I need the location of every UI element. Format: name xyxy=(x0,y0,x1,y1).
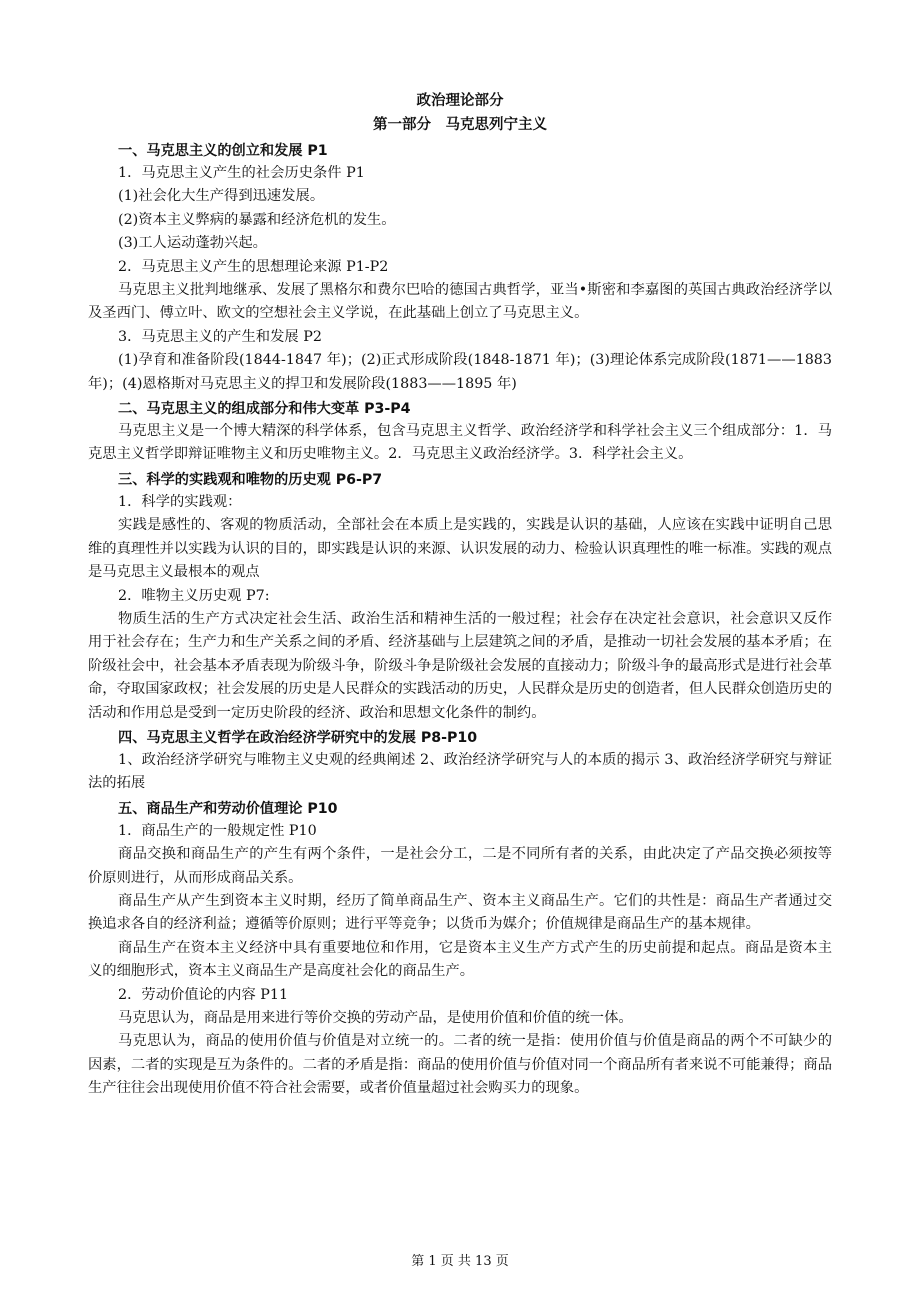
paragraph: 2．劳动价值论的内容 P11 xyxy=(118,986,289,1003)
paragraph: 马克思认为，商品的使用价值与价值是对立统一的。二者的统一是指：使用价值与价值是商品的两个不可缺少的因素，二者的实现是互为条件的。二者的矛盾是指：商品的使用价值与价值对同一个商品所有者来说不可能兼得；商品生产往往会出现使用价值不符合社会需要，或者价值量超过社会购买力的现象。 xyxy=(88,1033,832,1097)
paragraph: (2)资本主义弊病的暴露和经济危机的发生。 xyxy=(118,211,396,228)
paragraph: 商品生产从产生到资本主义时期，经历了简单商品生产、资本主义商品生产。它们的共性是：商品生产者通过交换追求各自的经济利益；遵循等价原则；进行平等竞争；以货币为媒介；价值规律是商品生产的基本规律。 xyxy=(88,892,832,933)
document-title: 政治理论部分 xyxy=(416,93,504,109)
paragraph: 2．马克思主义产生的思想理论来源 P1-P2 xyxy=(118,258,389,275)
paragraph: 物质生活的生产方式决定社会生活、政治生活和精神生活的一般过程；社会存在决定社会意识，社会意识又反作用于社会存在；生产力和生产关系之间的矛盾、经济基础与上层建筑之间的矛盾，是推动一切社会发展的基本矛盾；在阶级社会中，社会基本矛盾表现为阶级斗争，阶级斗争是阶级社会发展的直接动力；阶级斗争的最高形式是进行社会革命，夺取国家政权；社会发展的历史是人民群众的实践活动的历史，人民群众是历史的创造者，但人民群众创造历史的活动和作用总是受到一定历史阶段的经济、政治和思想文化条件的制约。 xyxy=(88,610,832,721)
paragraph: (3)工人运动蓬勃兴起。 xyxy=(118,235,267,252)
section-title: 第一部分 马克思列宁主义 xyxy=(373,117,547,133)
page-footer: 第 1 页 共 13 页 xyxy=(411,1254,509,1269)
paragraph: 马克思主义批判地继承、发展了黑格尔和费尔巴哈的德国古典哲学，亚当•斯密和李嘉图的英国古典政治经济学以及圣西门、傅立叶、欧文的空想社会主义学说，在此基础上创立了马克思主义。 xyxy=(88,282,832,322)
section-heading: 二、马克思主义的组成部分和伟大变革 P3-P4 xyxy=(118,401,411,418)
paragraph: 马克思主义是一个博大精深的科学体系，包含马克思主义哲学、政治经济学和科学社会主义三个组成部分：1．马克思主义哲学即辩证唯物主义和历史唯物主义。2．马克思主义政治经济学。3．科学社会主义。 xyxy=(88,423,832,463)
paragraph: 3．马克思主义的产生和发展 P2 xyxy=(118,328,322,345)
paragraph: 1．商品生产的一般规定性 P10 xyxy=(118,822,317,839)
paragraph: 实践是感性的、客观的物质活动，全部社会在本质上是实践的，实践是认识的基础，人应该在实践中证明自己思维的真理性并以实践为认识的目的，即实践是认识的来源、认识发展的动力、检验认识真理性的唯一标准。实践的观点是马克思主义最根本的观点 xyxy=(88,517,832,581)
section-heading: 四、马克思主义哲学在政治经济学研究中的发展 P8-P10 xyxy=(118,729,478,746)
paragraph: 1、政治经济学研究与唯物主义史观的经典阐述 2、政治经济学研究与人的本质的揭示 3、政治经济学研究与辩证法的拓展 xyxy=(88,751,832,792)
paragraph: 马克思认为，商品是用来进行等价交换的劳动产品，是使用价值和价值的统一体。 xyxy=(118,1010,633,1026)
section-heading: 五、商品生产和劳动价值理论 P10 xyxy=(118,800,338,817)
section-heading: 三、科学的实践观和唯物的历史观 P6-P7 xyxy=(118,471,383,488)
paragraph: (1)社会化大生产得到迅速发展。 xyxy=(118,188,325,205)
paragraph: 2．唯物主义历史观 P7: xyxy=(118,587,270,604)
paragraph: (1)孕育和准备阶段(1844-1847 年)；(2)正式形成阶段(1848-1871 年)；(3)理论体系完成阶段(1871——1883 年)；(4)恩格斯对马克思主义的捍卫和发展阶段(1883——1895 年) xyxy=(88,352,832,392)
document-body xyxy=(88,140,832,1101)
paragraph: 1．科学的实践观： xyxy=(118,493,242,510)
section-heading: 一、马克思主义的创立和发展 P1 xyxy=(118,143,328,159)
paragraph: 1．马克思主义产生的社会历史条件 P1 xyxy=(118,165,365,181)
paragraph: 商品交换和商品生产的产生有两个条件，一是社会分工，二是不同所有者的关系，由此决定了产品交换必须按等价原则进行，从而形成商品关系。 xyxy=(88,846,832,886)
paragraph: 商品生产在资本主义经济中具有重要地位和作用，它是资本主义生产方式产生的历史前提和起点。商品是资本主义的细胞形式，资本主义商品生产是高度社会化的商品生产。 xyxy=(88,939,832,980)
